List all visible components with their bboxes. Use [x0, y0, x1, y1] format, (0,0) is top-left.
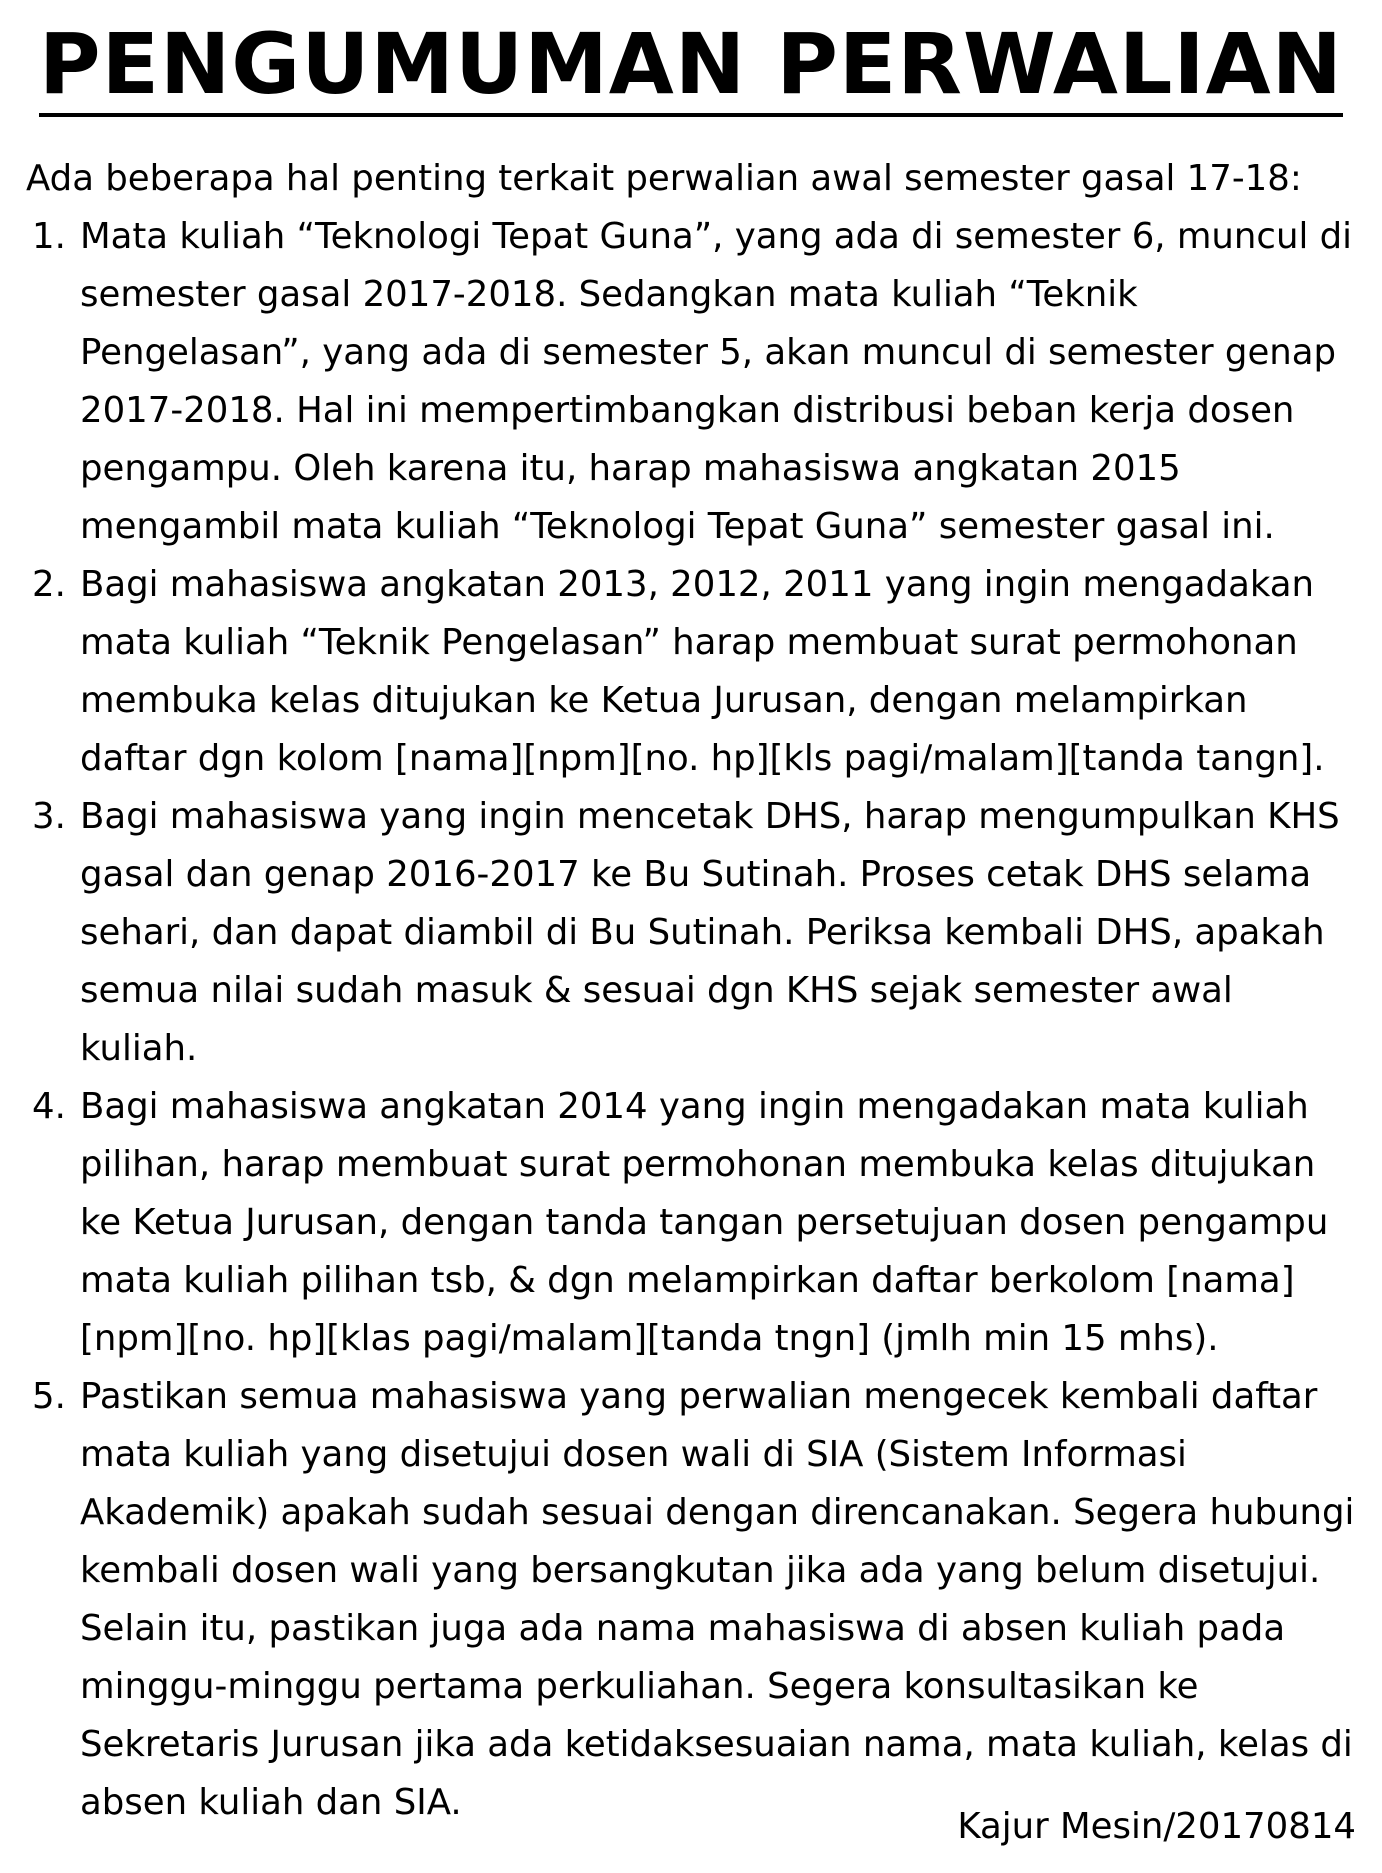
intro-text: Ada beberapa hal penting terkait perwalian awal semester gasal 17-18: — [26, 158, 1302, 199]
list-item — [26, 208, 1356, 556]
item-number: 5. — [32, 1376, 66, 1417]
list-item — [26, 1078, 1356, 1368]
list-item — [26, 556, 1356, 788]
item-text: Bagi mahasiswa angkatan 2014 yang ingin mengadakan mata kuliah pilihan, harap membuat surat permohonan membuka kelas ditujukan ke Ketua Jurusan, dengan tanda tangan persetujuan dosen pengampu mata kuliah pilihan tsb, & dgn melampirkan daftar berkolom [nama][npm][no. hp][klas pagi/malam][tanda tngn] (jmlh min 15 mhs). — [80, 1086, 1329, 1359]
item-text: Bagi mahasiswa yang ingin mencetak DHS, harap mengumpulkan KHS gasal dan genap 2016-2017 ke Bu Sutinah. Proses cetak DHS selama sehari, dan dapat diambil di Bu Sutinah. Periksa kembali DHS, apakah semua nilai sudah masuk & sesuai dgn KHS sejak semester awal kuliah. — [80, 796, 1340, 1069]
item-number: 3. — [32, 796, 66, 837]
item-text: Mata kuliah “Teknologi Tepat Guna”, yang ada di semester 6, muncul di semester gasal 2017-2018. Sedangkan mata kuliah “Teknik Pengelasan”, yang ada di semester 5, akan muncul di semester genap 2017-2018. Hal ini mempertimbangkan distribusi beban kerja dosen pengampu. Oleh karena itu, harap mahasiswa angkatan 2015 mengambil mata kuliah “Teknologi Tepat Guna” semester gasal ini. — [80, 216, 1352, 547]
list-item — [26, 788, 1356, 1078]
page-title-text: PENGUMUMAN PERWALIAN — [39, 15, 1343, 117]
item-text: Pastikan semua mahasiswa yang perwalian mengecek kembali daftar mata kuliah yang disetujui dosen wali di SIA (Sistem Informasi Akademik) apakah sudah sesuai dengan direncanakan. Segera hubungi kembali dosen wali yang bersangkutan jika ada yang belum disetujui. Selain itu, pastikan juga ada nama mahasiswa di absen kuliah pada minggu-minggu pertama perkuliahan. Segera konsultasikan ke Sekretaris Jurusan jika ada ketidaksesuaian nama, mata kuliah, kelas di absen kuliah dan SIA. — [80, 1376, 1355, 1823]
item-number: 4. — [32, 1086, 66, 1127]
item-number: 1. — [32, 216, 66, 257]
list-item — [26, 1368, 1356, 1832]
item-number: 2. — [32, 564, 66, 605]
page-title — [0, 14, 1382, 114]
announcement-body — [26, 150, 1356, 1832]
announcement-list — [26, 208, 1356, 1832]
item-text: Bagi mahasiswa angkatan 2013, 2012, 2011 yang ingin mengadakan mata kuliah “Teknik Pengelasan” harap membuat surat permohonan membuka kelas ditujukan ke Ketua Jurusan, dengan melampirkan daftar dgn kolom [nama][npm][no. hp][kls pagi/malam][tanda tangn]. — [80, 564, 1325, 779]
signature: Kajur Mesin/20170814 — [957, 1806, 1356, 1847]
